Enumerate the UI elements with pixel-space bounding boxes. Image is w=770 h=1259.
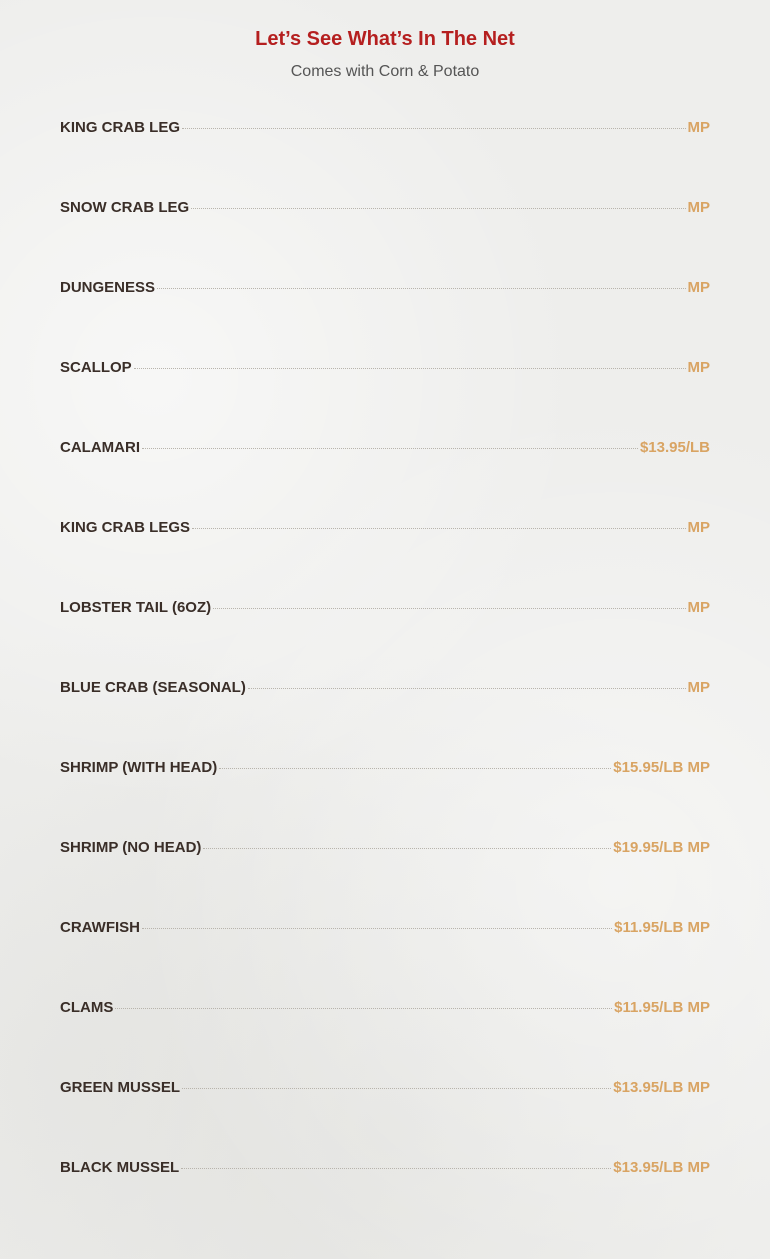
menu-item <box>60 356 710 436</box>
dotted-leader <box>182 128 686 129</box>
menu-item <box>60 1156 710 1236</box>
menu-item <box>60 516 710 596</box>
menu-item <box>60 436 710 516</box>
menu-item-name: BLACK MUSSEL <box>60 1159 180 1176</box>
dotted-leader <box>213 608 685 609</box>
menu-item-name: SHRIMP (WITH HEAD) <box>60 759 218 776</box>
dotted-leader <box>134 368 686 369</box>
menu-item-price: MP <box>687 199 710 216</box>
menu-item-name: GREEN MUSSEL <box>60 1079 181 1096</box>
menu-item-name: CALAMARI <box>60 439 140 456</box>
dotted-leader <box>142 448 638 449</box>
menu-item <box>60 196 710 276</box>
menu-subtitle: Comes with Corn & Potato <box>290 63 480 80</box>
dotted-leader <box>157 288 685 289</box>
menu-item-price: MP <box>687 519 710 536</box>
menu-item-name: SHRIMP (NO HEAD) <box>60 839 202 856</box>
dotted-leader <box>203 848 611 849</box>
dotted-leader <box>182 1088 611 1089</box>
menu-item-list <box>60 116 710 1236</box>
menu-item <box>60 596 710 676</box>
menu-item <box>60 116 710 196</box>
menu-item <box>60 916 710 996</box>
menu-item-name: LOBSTER TAIL (6OZ) <box>60 599 212 616</box>
menu-title: Let’s See What’s In The Net <box>255 28 515 50</box>
dotted-leader <box>115 1008 612 1009</box>
dotted-leader <box>142 928 612 929</box>
menu-item <box>60 276 710 356</box>
menu-item-price: MP <box>687 279 710 296</box>
menu-item-price: MP <box>687 119 710 136</box>
menu-item-name: DUNGENESS <box>60 279 156 296</box>
menu-item-price: $13.95/LB MP <box>613 1159 710 1176</box>
dotted-leader <box>248 688 686 689</box>
menu-item-price: $11.95/LB MP <box>614 919 710 936</box>
menu-item <box>60 676 710 756</box>
menu-item-price: $19.95/LB MP <box>613 839 710 856</box>
menu-item-price: $11.95/LB MP <box>614 999 710 1016</box>
menu-item-price: $13.95/LB MP <box>613 1079 710 1096</box>
menu-item-price: MP <box>687 599 710 616</box>
menu-item-name: KING CRAB LEG <box>60 119 180 136</box>
menu-item-name: KING CRAB LEGS <box>60 519 191 536</box>
menu-item-name: BLUE CRAB (SEASONAL) <box>60 679 246 696</box>
menu-item-name: CRAWFISH <box>60 919 140 936</box>
menu-item-price: MP <box>687 679 710 696</box>
menu-item-name: CLAMS <box>60 999 114 1016</box>
menu-item-price: $13.95/LB <box>639 439 710 456</box>
dotted-leader <box>181 1168 611 1169</box>
dotted-leader <box>219 768 611 769</box>
dotted-leader <box>192 528 685 529</box>
menu-item-name: SNOW CRAB LEG <box>60 199 190 216</box>
menu-item <box>60 756 710 836</box>
menu-item <box>60 1076 710 1156</box>
menu-item-name: SCALLOP <box>60 359 132 376</box>
menu-item-price: MP <box>687 359 710 376</box>
menu-item <box>60 996 710 1076</box>
dotted-leader <box>191 208 685 209</box>
menu-item <box>60 836 710 916</box>
menu-item-price: $15.95/LB MP <box>613 759 710 776</box>
